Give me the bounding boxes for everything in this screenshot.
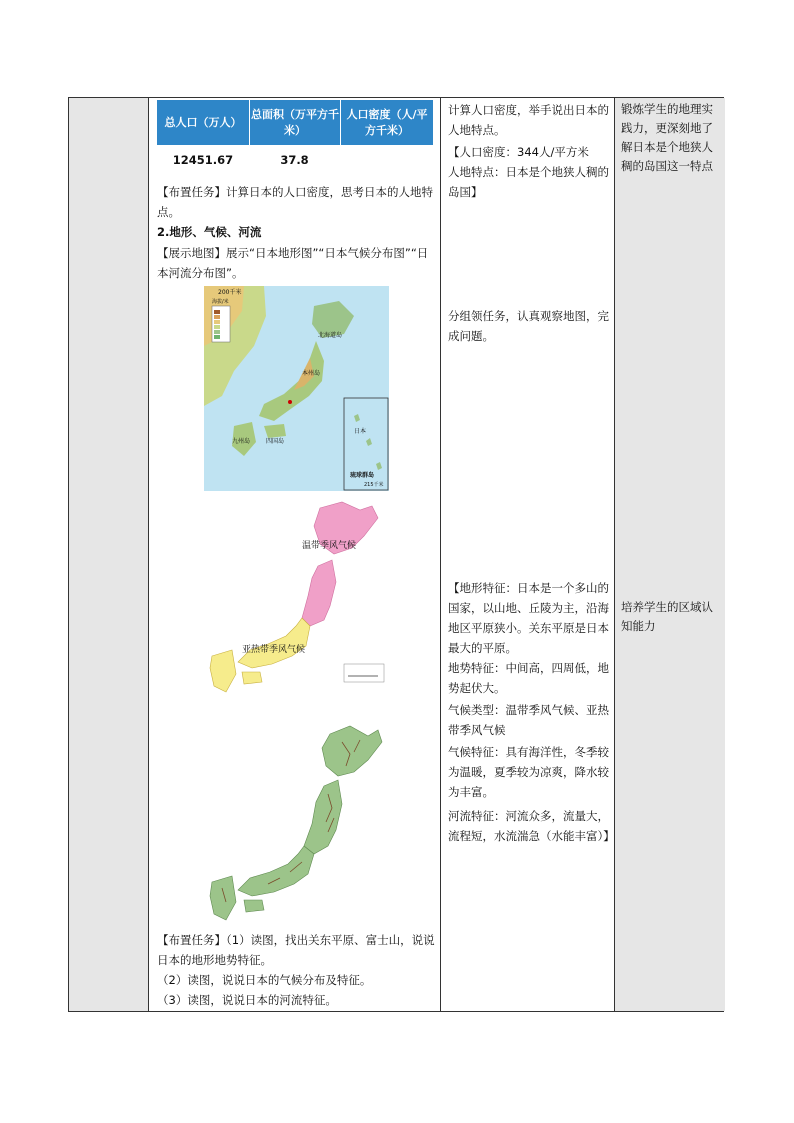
task1-tag: 【布置任务】 xyxy=(157,185,226,199)
header-area: 总面积（万平方千米） xyxy=(249,100,340,145)
col-design-intent xyxy=(615,98,725,1011)
japan-terrain-map xyxy=(204,286,389,491)
task2-line-1: （1）读图，找出关东平原、富士山，说说日本的地形地势特征。 xyxy=(157,933,435,967)
map1-label-shikoku: 四国岛 xyxy=(266,438,285,445)
student-p2-line1: 【人口密度：344人/平方米 xyxy=(448,145,589,159)
intent-p2: 培养学生的区域认知能力 xyxy=(621,600,713,633)
task2-line-3: （3）读图，说说日本的河流特征。 xyxy=(157,993,337,1007)
student-p3: 分组领任务，认真观察地图，完成问题。 xyxy=(448,309,609,343)
japan-river-map xyxy=(202,722,387,925)
header-population: 总人口（万人） xyxy=(164,115,242,129)
student-p1: 计算人口密度，举手说出日本的人地特点。 xyxy=(448,103,609,137)
map1-inset-label: 琉球群岛 xyxy=(350,472,375,479)
task2-paragraph xyxy=(157,930,437,970)
map1-label-honshu: 本州岛 xyxy=(302,370,321,377)
student-p4-climate-type: 气候类型：温带季风气候、亚热带季风气候 xyxy=(448,703,609,737)
value-area: 37.8 xyxy=(280,153,309,167)
value-population: 12451.67 xyxy=(172,153,234,167)
show-map-paragraph xyxy=(157,243,437,283)
map1-label-japan: 日本 xyxy=(354,428,367,435)
show-tag: 【展示地图】 xyxy=(157,246,226,260)
japan-climate-map xyxy=(202,496,387,716)
student-p4-climate-features: 气候特征：具有海洋性，冬季较为温暖，夏季较为凉爽，降水较为丰富。 xyxy=(448,745,609,799)
header-density: 人口密度（人/平方千米） xyxy=(340,100,433,145)
col-student-activity xyxy=(441,98,615,1011)
col-teacher-activity xyxy=(149,98,441,1011)
task2-line-2: （2）读图，说说日本的气候分布及特征。 xyxy=(157,973,372,987)
map1-legend-title: 海拔/米 xyxy=(212,299,229,305)
map1-inset-scale: 215千米 xyxy=(364,482,384,488)
climate-label-temperate: 温带季风气候 xyxy=(302,541,357,551)
stats-value-row xyxy=(157,145,433,175)
task2-tag: 【布置任务】 xyxy=(157,933,226,947)
task1-paragraph xyxy=(157,182,437,222)
col-stage xyxy=(69,98,149,1011)
value-density xyxy=(340,145,433,175)
map1-label-hokkaido: 北海道岛 xyxy=(318,332,343,339)
show-text: 展示“日本地形图”“日本气候分布图”“日本河流分布图”。 xyxy=(157,246,429,280)
intent-p1: 锻炼学生的地理实践力，更深刻地了解日本是个地狭人稠的岛国这一特点 xyxy=(621,102,713,173)
student-p4-terrain: 【地形特征：日本是一个多山的国家，以山地、丘陵为主，沿海地区平原狭小。关东平原是日本最大的平原。 xyxy=(448,581,609,655)
map1-label-kyushu: 九州岛 xyxy=(232,438,251,445)
map1-scale: 200千米 xyxy=(218,289,242,296)
student-p2-line2: 人地特点：日本是个地狭人稠的岛国】 xyxy=(448,165,609,199)
climate-label-subtropical: 亚热带季风气候 xyxy=(242,645,306,655)
student-p4-relief: 地势特征：中间高，四周低，地势起伏大。 xyxy=(448,661,609,695)
section2-title: 2.地形、气候、河流 xyxy=(157,225,262,239)
task1-text: 计算日本的人口密度，思考日本的人地特点。 xyxy=(157,185,433,219)
lesson-table xyxy=(68,97,724,1012)
student-p4-rivers: 河流特征：河流众多，流量大，流程短，水流湍急（水能丰富）】 xyxy=(448,809,615,843)
stats-header-row xyxy=(157,100,433,145)
japan-stats-table xyxy=(157,100,433,175)
